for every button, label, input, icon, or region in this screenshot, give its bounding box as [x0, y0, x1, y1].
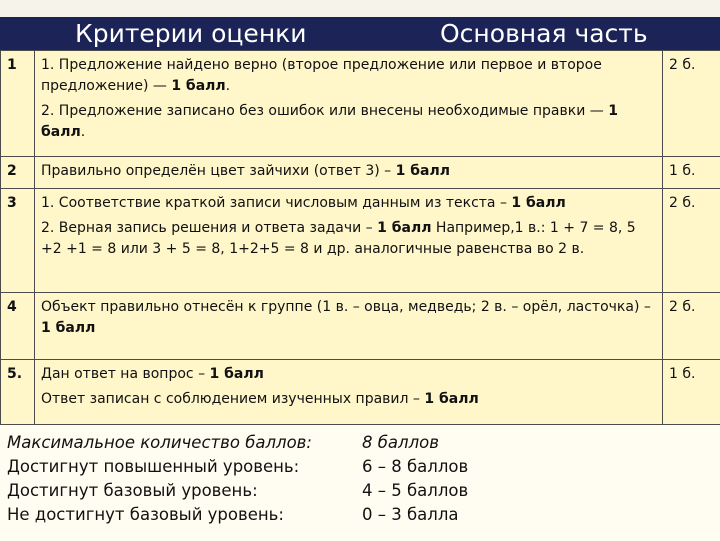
row-points: 1 б.: [663, 360, 720, 425]
row-number: 1: [1, 51, 35, 157]
row-points: 2 б.: [663, 293, 720, 360]
row-points: 2 б.: [663, 189, 720, 293]
criteria-title: Критерии оценки: [75, 18, 307, 49]
table-row: [1, 293, 720, 360]
summary-label: Достигнут базовый уровень:: [7, 479, 258, 503]
table-row: [1, 189, 720, 293]
row-criteria: [35, 360, 663, 425]
criterion-line: Ответ записан с соблюдением изученных правил – 1 балл: [41, 389, 656, 410]
summary-value: 8 баллов: [362, 431, 439, 455]
summary-label: Не достигнут базовый уровень:: [7, 503, 284, 527]
score-summary: [0, 424, 720, 541]
section-title: Основная часть: [440, 18, 648, 49]
row-number: 3: [1, 189, 35, 293]
row-points: 1 б.: [663, 157, 720, 189]
summary-value: 6 – 8 баллов: [362, 455, 468, 479]
criterion-line: 1. Предложение найдено верно (второе предложение или первое и второе предложение) — 1 балл.: [41, 55, 656, 97]
criterion-line: Объект правильно отнесён к группе (1 в. – овца, медведь; 2 в. – орёл, ласточка) – 1 балл: [41, 297, 656, 339]
row-criteria: [35, 157, 663, 189]
criterion-line: Дан ответ на вопрос – 1 балл: [41, 364, 656, 385]
summary-label: Достигнут повышенный уровень:: [7, 455, 299, 479]
row-number: 5.: [1, 360, 35, 425]
table-row: [1, 157, 720, 189]
summary-value: 0 – 3 балла: [362, 503, 458, 527]
table-row: [1, 360, 720, 425]
summary-value: 4 – 5 баллов: [362, 479, 468, 503]
criterion-line: 2. Предложение записано без ошибок или внесены необходимые правки — 1 балл.: [41, 101, 656, 143]
row-criteria: [35, 293, 663, 360]
table-row: [1, 51, 720, 157]
row-number: 2: [1, 157, 35, 189]
criteria-table: [0, 50, 720, 425]
header-bar: [0, 17, 720, 50]
row-number: 4: [1, 293, 35, 360]
summary-label: Максимальное количество баллов:: [7, 431, 312, 455]
row-criteria: [35, 189, 663, 293]
criterion-line: 1. Соответствие краткой записи числовым данным из текста – 1 балл: [41, 193, 656, 214]
criterion-line: 2. Верная запись решения и ответа задачи – 1 балл Например,1 в.: 1 + 7 = 8, 5 +2 +1 = 8 или 3 + 5 = 8, 1+2+5 = 8 и др. аналогичные равенства во 2 в.: [41, 218, 656, 260]
row-criteria: [35, 51, 663, 157]
criterion-line: Правильно определён цвет зайчихи (ответ 3) – 1 балл: [41, 161, 656, 182]
row-points: 2 б.: [663, 51, 720, 157]
